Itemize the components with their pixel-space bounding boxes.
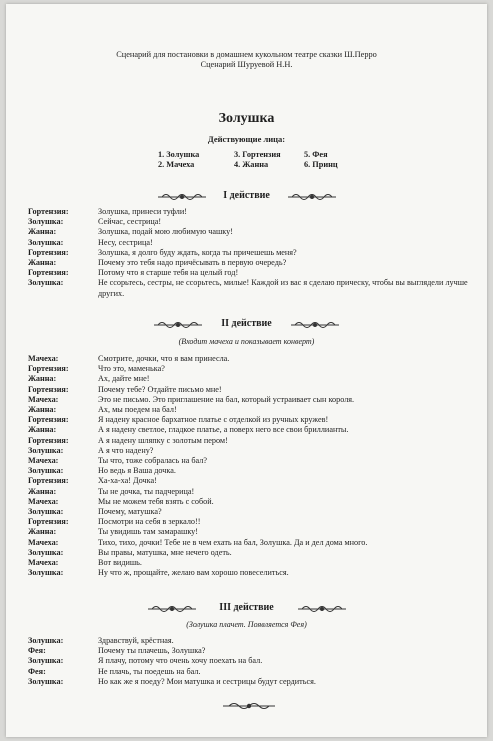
speaker: Жанна: [28, 527, 57, 537]
speaker: Гортензия: [28, 384, 69, 394]
speaker: Гортензия: [28, 476, 69, 486]
line-text: Ах, мы поедем на бал! [98, 405, 177, 415]
line-text: Сейчас, сестрица! [98, 217, 162, 227]
dialogue-line [28, 548, 468, 558]
act-title: III действие [219, 602, 274, 613]
dialogue-line [28, 476, 468, 486]
act-title: II действие [221, 318, 272, 329]
dialogue-line [28, 227, 468, 237]
cast-item: 6. Принц [304, 160, 338, 169]
act-heading [6, 316, 487, 332]
speaker: Мачеха: [28, 537, 59, 547]
speaker: Гортензия: [28, 364, 69, 374]
dialogue-line [28, 527, 468, 537]
dialogue-line [28, 217, 468, 227]
dialogue-line [28, 405, 468, 415]
line-text: Почему ты плачешь, Золушка? [98, 646, 206, 656]
dialogue-line [28, 538, 468, 548]
speaker: Золушка: [28, 217, 64, 227]
speaker: Мачеха: [28, 558, 59, 568]
dialogue-line [28, 568, 468, 578]
line-text: Ты не дочка, ты падчерица! [98, 486, 195, 496]
line-text: Тихо, тихо, дочки! Тебе не в чем ехать на бал, Золушка. Да и дел дома много. [98, 537, 368, 547]
dialogue-line [28, 656, 468, 666]
ornament-right-icon [286, 191, 338, 203]
line-text: Золушка, подай мою любимую чашку! [98, 227, 233, 237]
dialogue-line [28, 436, 468, 446]
speaker: Гортензия: [28, 207, 69, 216]
line-text: Не плачь, ты поедешь на бал. [98, 666, 201, 676]
dialogue-line [28, 415, 468, 425]
dialogue-line [28, 425, 468, 435]
speaker: Фея: [28, 646, 46, 656]
dialogue-line [28, 395, 468, 405]
line-text: Посмотри на себя в зеркало!! [98, 517, 201, 527]
dialogue-line [28, 466, 468, 476]
speaker: Мачеха: [28, 456, 59, 466]
line-text: А я что надену? [98, 445, 154, 455]
line-text: Мы не можем тебя взять с собой. [98, 496, 214, 506]
stage-direction: (Входит мачеха и показывает конверт) [178, 337, 315, 346]
cast-item: 2. Мачеха [158, 160, 195, 169]
dialogue-line [28, 207, 468, 217]
speaker: Мачеха: [28, 496, 59, 506]
header-line-1: Сценарий для постановки в домашнем кукольном театре сказки Ш.Перро [116, 50, 377, 59]
line-text: Смотрите, дочки, что я вам принесла. [98, 354, 230, 363]
speaker: Гортензия: [28, 415, 69, 425]
line-text: Но как же я поеду? Мои матушка и сестрицы будут сердиться. [98, 676, 316, 686]
end-ornament-icon [221, 700, 277, 712]
dialogue-line [28, 364, 468, 374]
line-text: Я надену красное бархатное платье с отделкой из ручных кружев! [98, 415, 329, 425]
cast-item: 3. Гортензия [234, 150, 281, 159]
speaker: Золушка: [28, 568, 64, 578]
cast-item: 1. Золушка [158, 150, 200, 159]
cast-label: Действующие лица: [207, 134, 286, 144]
line-text: Ты увидишь там замарашку! [98, 527, 198, 537]
line-text: Но ведь я Ваша дочка. [98, 466, 176, 476]
speaker: Золушка: [28, 237, 64, 247]
speaker: Золушка: [28, 278, 64, 288]
line-text: Здравствуй, крёстная. [98, 636, 174, 645]
act-title: I действие [223, 190, 270, 201]
line-text: Потому что я старше тебя на целый год! [98, 268, 239, 278]
dialogue-line [28, 238, 468, 248]
line-text: А я надену шляпку с золотым пером! [98, 435, 228, 445]
dialogue-line [28, 507, 468, 517]
line-text: Почему тебе? Отдайте письмо мне! [98, 384, 222, 394]
line-text: Вы правы, матушка, мне нечего одеть. [98, 547, 232, 557]
header-line-2: Сценарий Шуруевой Н.Н. [200, 60, 293, 69]
ornament-right-icon [289, 319, 341, 331]
dialogue-line [28, 517, 468, 527]
speaker: Жанна: [28, 405, 57, 415]
line-text: Ты что, тоже собралась на бал? [98, 456, 207, 466]
dialogue-line [28, 456, 468, 466]
dialogue-line [28, 248, 468, 258]
dialogue-line [28, 558, 468, 568]
speaker: Золушка: [28, 466, 64, 476]
dialogue-line [28, 258, 468, 268]
line-text: А я надену светлое, гладкое платье, а поверх него все свои бриллианты. [98, 425, 349, 435]
speaker: Гортензия: [28, 435, 69, 445]
speaker: Жанна: [28, 486, 57, 496]
speaker: Золушка: [28, 547, 64, 557]
speaker: Мачеха: [28, 394, 59, 404]
speaker: Золушка: [28, 636, 64, 645]
dialogue-line [28, 646, 468, 656]
speaker: Гортензия: [28, 268, 69, 278]
speaker: Фея: [28, 666, 46, 676]
dialogue-line [28, 497, 468, 507]
dialogue-line [28, 636, 468, 646]
line-text: Ах, дайте мне! [98, 374, 150, 384]
speaker: Мачеха: [28, 354, 59, 363]
dialogue-line [28, 446, 468, 456]
line-text: Что это, маменька? [98, 364, 165, 374]
line-text: Почему, матушка? [98, 507, 162, 517]
speaker: Жанна: [28, 227, 57, 237]
speaker: Золушка: [28, 445, 64, 455]
line-text: Почему это тебя надо причёсывать в первую очередь? [98, 258, 287, 268]
line-text: Ну что ж, прощайте, желаю вам хорошо повеселиться. [98, 568, 289, 578]
dialogue-line [28, 268, 468, 278]
line-text: Несу, сестрица! [98, 237, 153, 247]
act-1-dialogue [28, 207, 468, 299]
speaker: Золушка: [28, 507, 64, 517]
dialogue-line [28, 487, 468, 497]
speaker: Жанна: [28, 374, 57, 384]
act-3-dialogue [28, 636, 468, 687]
speaker: Жанна: [28, 258, 57, 268]
line-text: Я плачу, потому что очень хочу поехать на бал. [98, 656, 263, 666]
stage-direction: (Золушка плачет. Появляется Фея) [186, 620, 307, 629]
act-heading [6, 600, 487, 616]
line-text: Не ссорьтесь, сестры, не ссорьтесь, милые! Каждой из вас я сделаю прическу, чтобы вы выглядели лучше других. [98, 278, 468, 298]
line-text: Золушка, я долго буду ждать, когда ты причешешь меня? [98, 247, 297, 257]
speaker: Золушка: [28, 656, 64, 666]
act-heading [6, 188, 487, 204]
line-text: Это не письмо. Это приглашение на бал, который устраивает сын короля. [98, 394, 355, 404]
speaker: Гортензия: [28, 247, 69, 257]
dialogue-line [28, 354, 468, 364]
cast-item: 4. Жанна [234, 160, 269, 169]
dialogue-line [28, 677, 468, 687]
act-2-dialogue [28, 354, 468, 578]
dialogue-line [28, 385, 468, 395]
ornament-right-icon [296, 603, 348, 615]
dialogue-line [28, 278, 468, 298]
dialogue-line [28, 667, 468, 677]
document-page [6, 4, 487, 737]
cast-item: 5. Фея [304, 150, 328, 159]
line-text: Ха-ха-ха! Дочка! [98, 476, 157, 486]
document-header [6, 50, 487, 70]
dialogue-line [28, 374, 468, 384]
play-title: Золушка [218, 111, 275, 126]
speaker: Золушка: [28, 676, 64, 686]
speaker: Жанна: [28, 425, 57, 435]
line-text: Золушка, принеси туфли! [98, 207, 187, 216]
speaker: Гортензия: [28, 517, 69, 527]
line-text: Вот видишь. [98, 558, 142, 568]
